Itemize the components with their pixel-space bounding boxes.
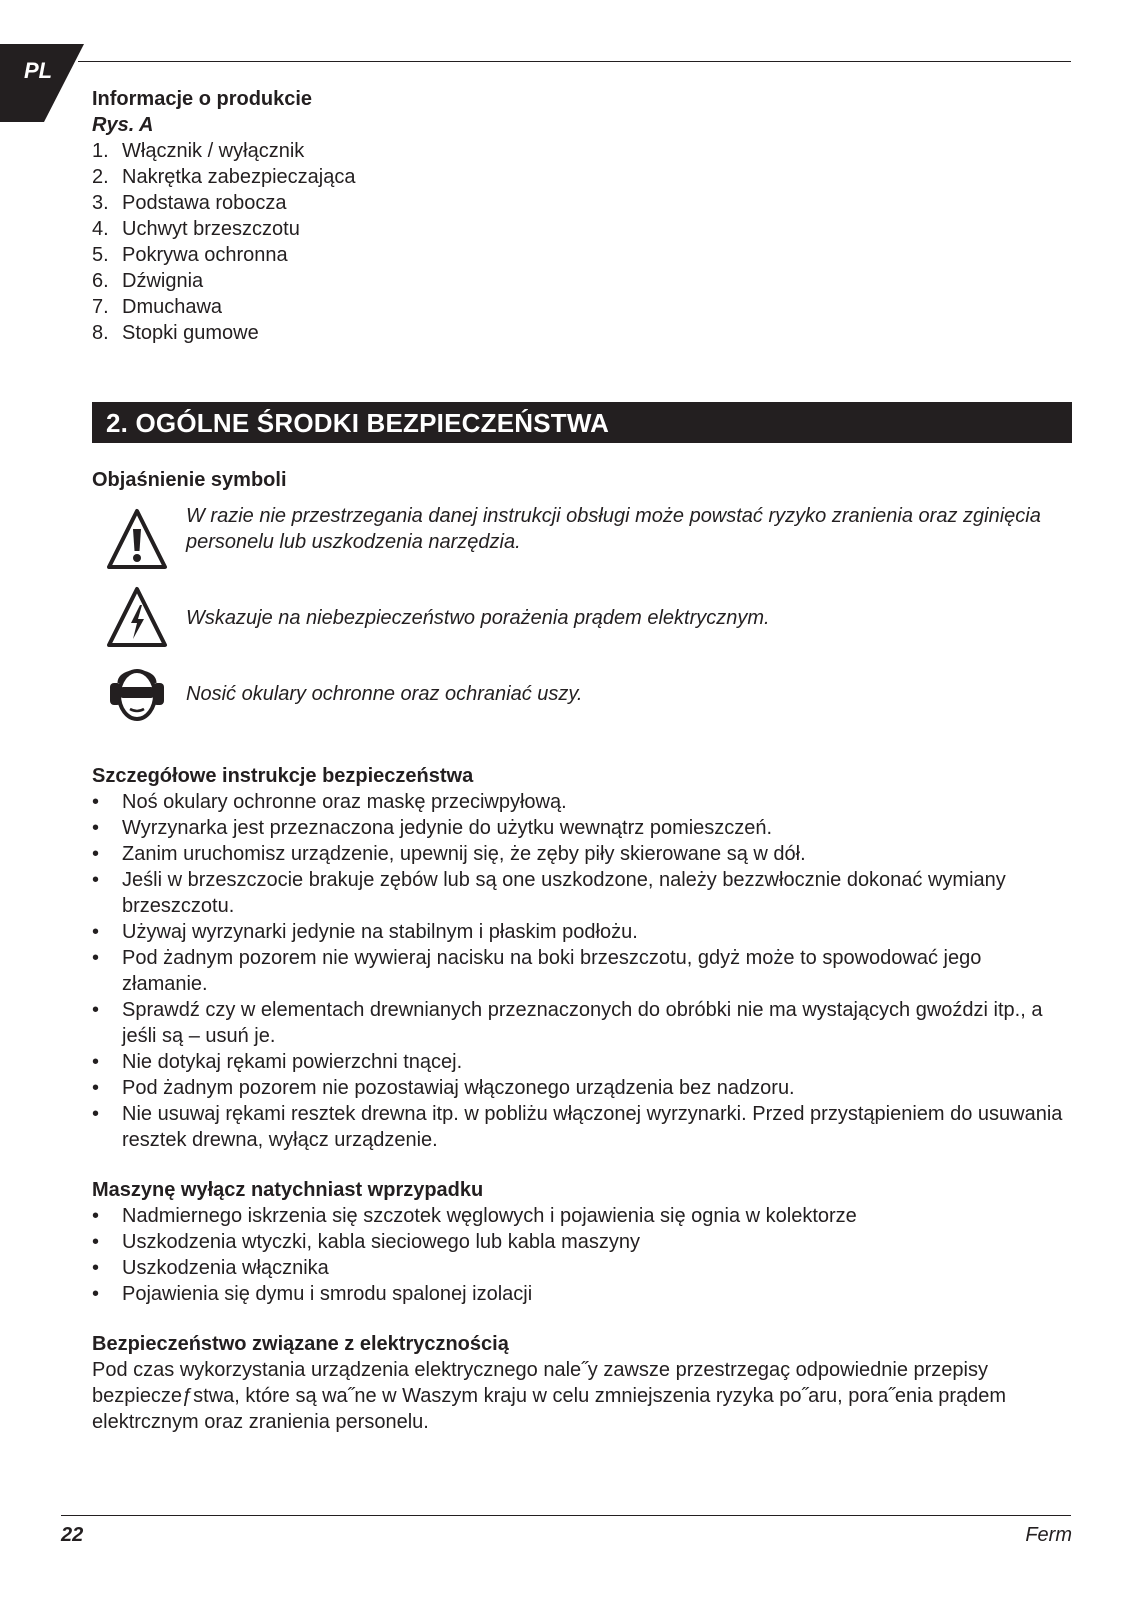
parts-item-label: Dmuchawa	[122, 296, 223, 318]
bullet-list-item	[92, 789, 1072, 815]
bullet-marker: •	[92, 1205, 100, 1227]
detailed-safety-section	[92, 763, 1072, 1153]
language-tab	[0, 44, 86, 122]
bullet-list-item	[92, 1101, 1072, 1153]
parts-list-item	[92, 216, 1072, 242]
bullet-marker: •	[92, 1051, 100, 1073]
product-info-heading: Informacje o produkcie	[92, 88, 313, 110]
bullet-marker: •	[92, 947, 100, 969]
parts-list-item	[92, 268, 1072, 294]
parts-item-label: Stopki gumowe	[122, 322, 259, 344]
bullet-text: Pod żadnym pozorem nie wywieraj nacisku na boki brzeszczotu, gdyż może to spowodować jego złamanie.	[122, 947, 982, 995]
detailed-safety-list	[92, 789, 1072, 1153]
symbol-row-warning	[92, 507, 1072, 573]
parts-list-item	[92, 164, 1072, 190]
bullet-text: Nie usuwaj rękami resztek drewna itp. w pobliżu włączonej wyrzynarki. Przed przystąpieniem do usuwania resztek drewna, wyłącz urządzenie.	[122, 1103, 1063, 1151]
bullet-list-item	[92, 919, 1072, 945]
parts-item-label: Podstawa robocza	[122, 192, 287, 214]
bullet-text: Uszkodzenia włącznika	[122, 1257, 329, 1279]
electrical-heading: Bezpieczeństwo związane z elektrycznością	[92, 1333, 509, 1355]
parts-item-label: Uchwyt brzeszczotu	[122, 218, 300, 240]
symbol-text-warning: W razie nie przestrzegania danej instrukcji obsługi może powstać ryzyko zranienia oraz zginięcia personelu lub uszkodzenia narzędzia.	[186, 505, 1041, 553]
brand-name: Ferm	[1025, 1524, 1072, 1546]
bullet-list-item	[92, 841, 1072, 867]
bullet-text: Sprawdź czy w elementach drewnianych przeznaczonych do obróbki nie ma wystających gwoździ itp., a jeśli są – usuń je.	[122, 999, 1043, 1047]
bullet-list-item	[92, 1049, 1072, 1075]
bullet-list-item	[92, 1255, 1072, 1281]
bullet-list-item	[92, 997, 1072, 1049]
bullet-marker: •	[92, 869, 100, 891]
parts-item-number: 7.	[92, 296, 109, 318]
bullet-list-item	[92, 1075, 1072, 1101]
bullet-list-item	[92, 1229, 1072, 1255]
warning-triangle-icon	[106, 507, 168, 573]
bullet-marker: •	[92, 1103, 100, 1125]
parts-item-label: Pokrywa ochronna	[122, 244, 288, 266]
footer-rule	[61, 1515, 1071, 1516]
symbols-heading: Objaśnienie symboli	[92, 469, 287, 491]
eye-ear-protection-icon	[106, 661, 168, 727]
electric-shock-icon	[106, 585, 168, 651]
bullet-list-item	[92, 1203, 1072, 1229]
symbol-row-shock	[92, 585, 1072, 651]
bullet-text: Pojawienia się dymu i smrodu spalonej izolacji	[122, 1283, 533, 1305]
product-info-section	[92, 86, 1072, 346]
parts-list-item	[92, 242, 1072, 268]
parts-item-label: Włącznik / wyłącznik	[122, 140, 305, 162]
section-title-bar	[92, 402, 1072, 443]
bullet-marker: •	[92, 1077, 100, 1099]
parts-list-item	[92, 190, 1072, 216]
shutdown-heading: Maszynę wyłącz natychniast wprzypadku	[92, 1179, 484, 1201]
parts-item-number: 1.	[92, 140, 109, 162]
bullet-text: Wyrzynarka jest przeznaczona jedynie do użytku wewnątrz pomieszczeń.	[122, 817, 773, 839]
symbol-text-protection: Nosić okulary ochronne oraz ochraniać uszy.	[186, 683, 583, 705]
parts-item-label: Dźwignia	[122, 270, 204, 292]
bullet-list-item	[92, 867, 1072, 919]
bullet-text: Nie dotykaj rękami powierzchni tnącej.	[122, 1051, 463, 1073]
parts-item-number: 8.	[92, 322, 109, 344]
header-rule	[78, 61, 1071, 62]
page-number: 22	[61, 1524, 84, 1546]
parts-item-number: 6.	[92, 270, 109, 292]
detailed-safety-heading: Szczegółowe instrukcje bezpieczeństwa	[92, 765, 474, 787]
parts-item-number: 5.	[92, 244, 109, 266]
shutdown-section	[92, 1177, 1072, 1307]
bullet-marker: •	[92, 1283, 100, 1305]
parts-item-number: 4.	[92, 218, 109, 240]
shutdown-list	[92, 1203, 1072, 1307]
parts-item-label: Nakrętka zabezpieczająca	[122, 166, 356, 188]
section-title: 2. OGÓLNE ŚRODKI BEZPIECZEŃSTWA	[106, 407, 610, 438]
bullet-marker: •	[92, 921, 100, 943]
symbols-section	[92, 467, 1072, 727]
parts-item-number: 3.	[92, 192, 109, 214]
bullet-text: Nadmiernego iskrzenia się szczotek węglowych i pojawienia się ognia w kolektorze	[122, 1205, 857, 1227]
bullet-text: Używaj wyrzynarki jedynie na stabilnym i płaskim podłożu.	[122, 921, 638, 943]
parts-list-item	[92, 320, 1072, 346]
bullet-marker: •	[92, 1231, 100, 1253]
bullet-text: Noś okulary ochronne oraz maskę przeciwpyłową.	[122, 791, 567, 813]
parts-list-item	[92, 294, 1072, 320]
bullet-list-item	[92, 1281, 1072, 1307]
figure-reference: Rys. A	[92, 114, 154, 136]
bullet-marker: •	[92, 1257, 100, 1279]
electrical-section	[92, 1331, 1072, 1435]
bullet-text: Uszkodzenia wtyczki, kabla sieciowego lub kabla maszyny	[122, 1231, 641, 1253]
symbol-text-shock: Wskazuje na niebezpieczeństwo porażenia prądem elektrycznym.	[186, 607, 770, 629]
bullet-list-item	[92, 815, 1072, 841]
parts-list	[92, 138, 1072, 346]
bullet-list-item	[92, 945, 1072, 997]
bullet-text: Jeśli w brzeszczocie brakuje zębów lub są one uszkodzone, należy bezzwłocznie dokonać wymiany brzeszczotu.	[122, 869, 1006, 917]
bullet-marker: •	[92, 999, 100, 1021]
symbol-row-protection	[92, 661, 1072, 727]
parts-item-number: 2.	[92, 166, 109, 188]
page-content	[92, 86, 1072, 1435]
bullet-marker: •	[92, 791, 100, 813]
electrical-body: Pod czas wykorzystania urządzenia elektrycznego nale˝y zawsze przestrzegaç odpowiednie przepisy bezpieczeƒstwa, które są wa˝ne w Waszym kraju w celu zmniejszenia ryzyka po˝aru, pora˝enia prądem elektrcznym oraz zranienia personelu.	[92, 1359, 1007, 1433]
bullet-text: Zanim uruchomisz urządzenie, upewnij się, że zęby piły skierowane są w dół.	[122, 843, 806, 865]
bullet-text: Pod żadnym pozorem nie pozostawiaj włączonego urządzenia bez nadzoru.	[122, 1077, 795, 1099]
bullet-marker: •	[92, 817, 100, 839]
language-label: PL	[24, 58, 53, 83]
bullet-marker: •	[92, 843, 100, 865]
parts-list-item	[92, 138, 1072, 164]
